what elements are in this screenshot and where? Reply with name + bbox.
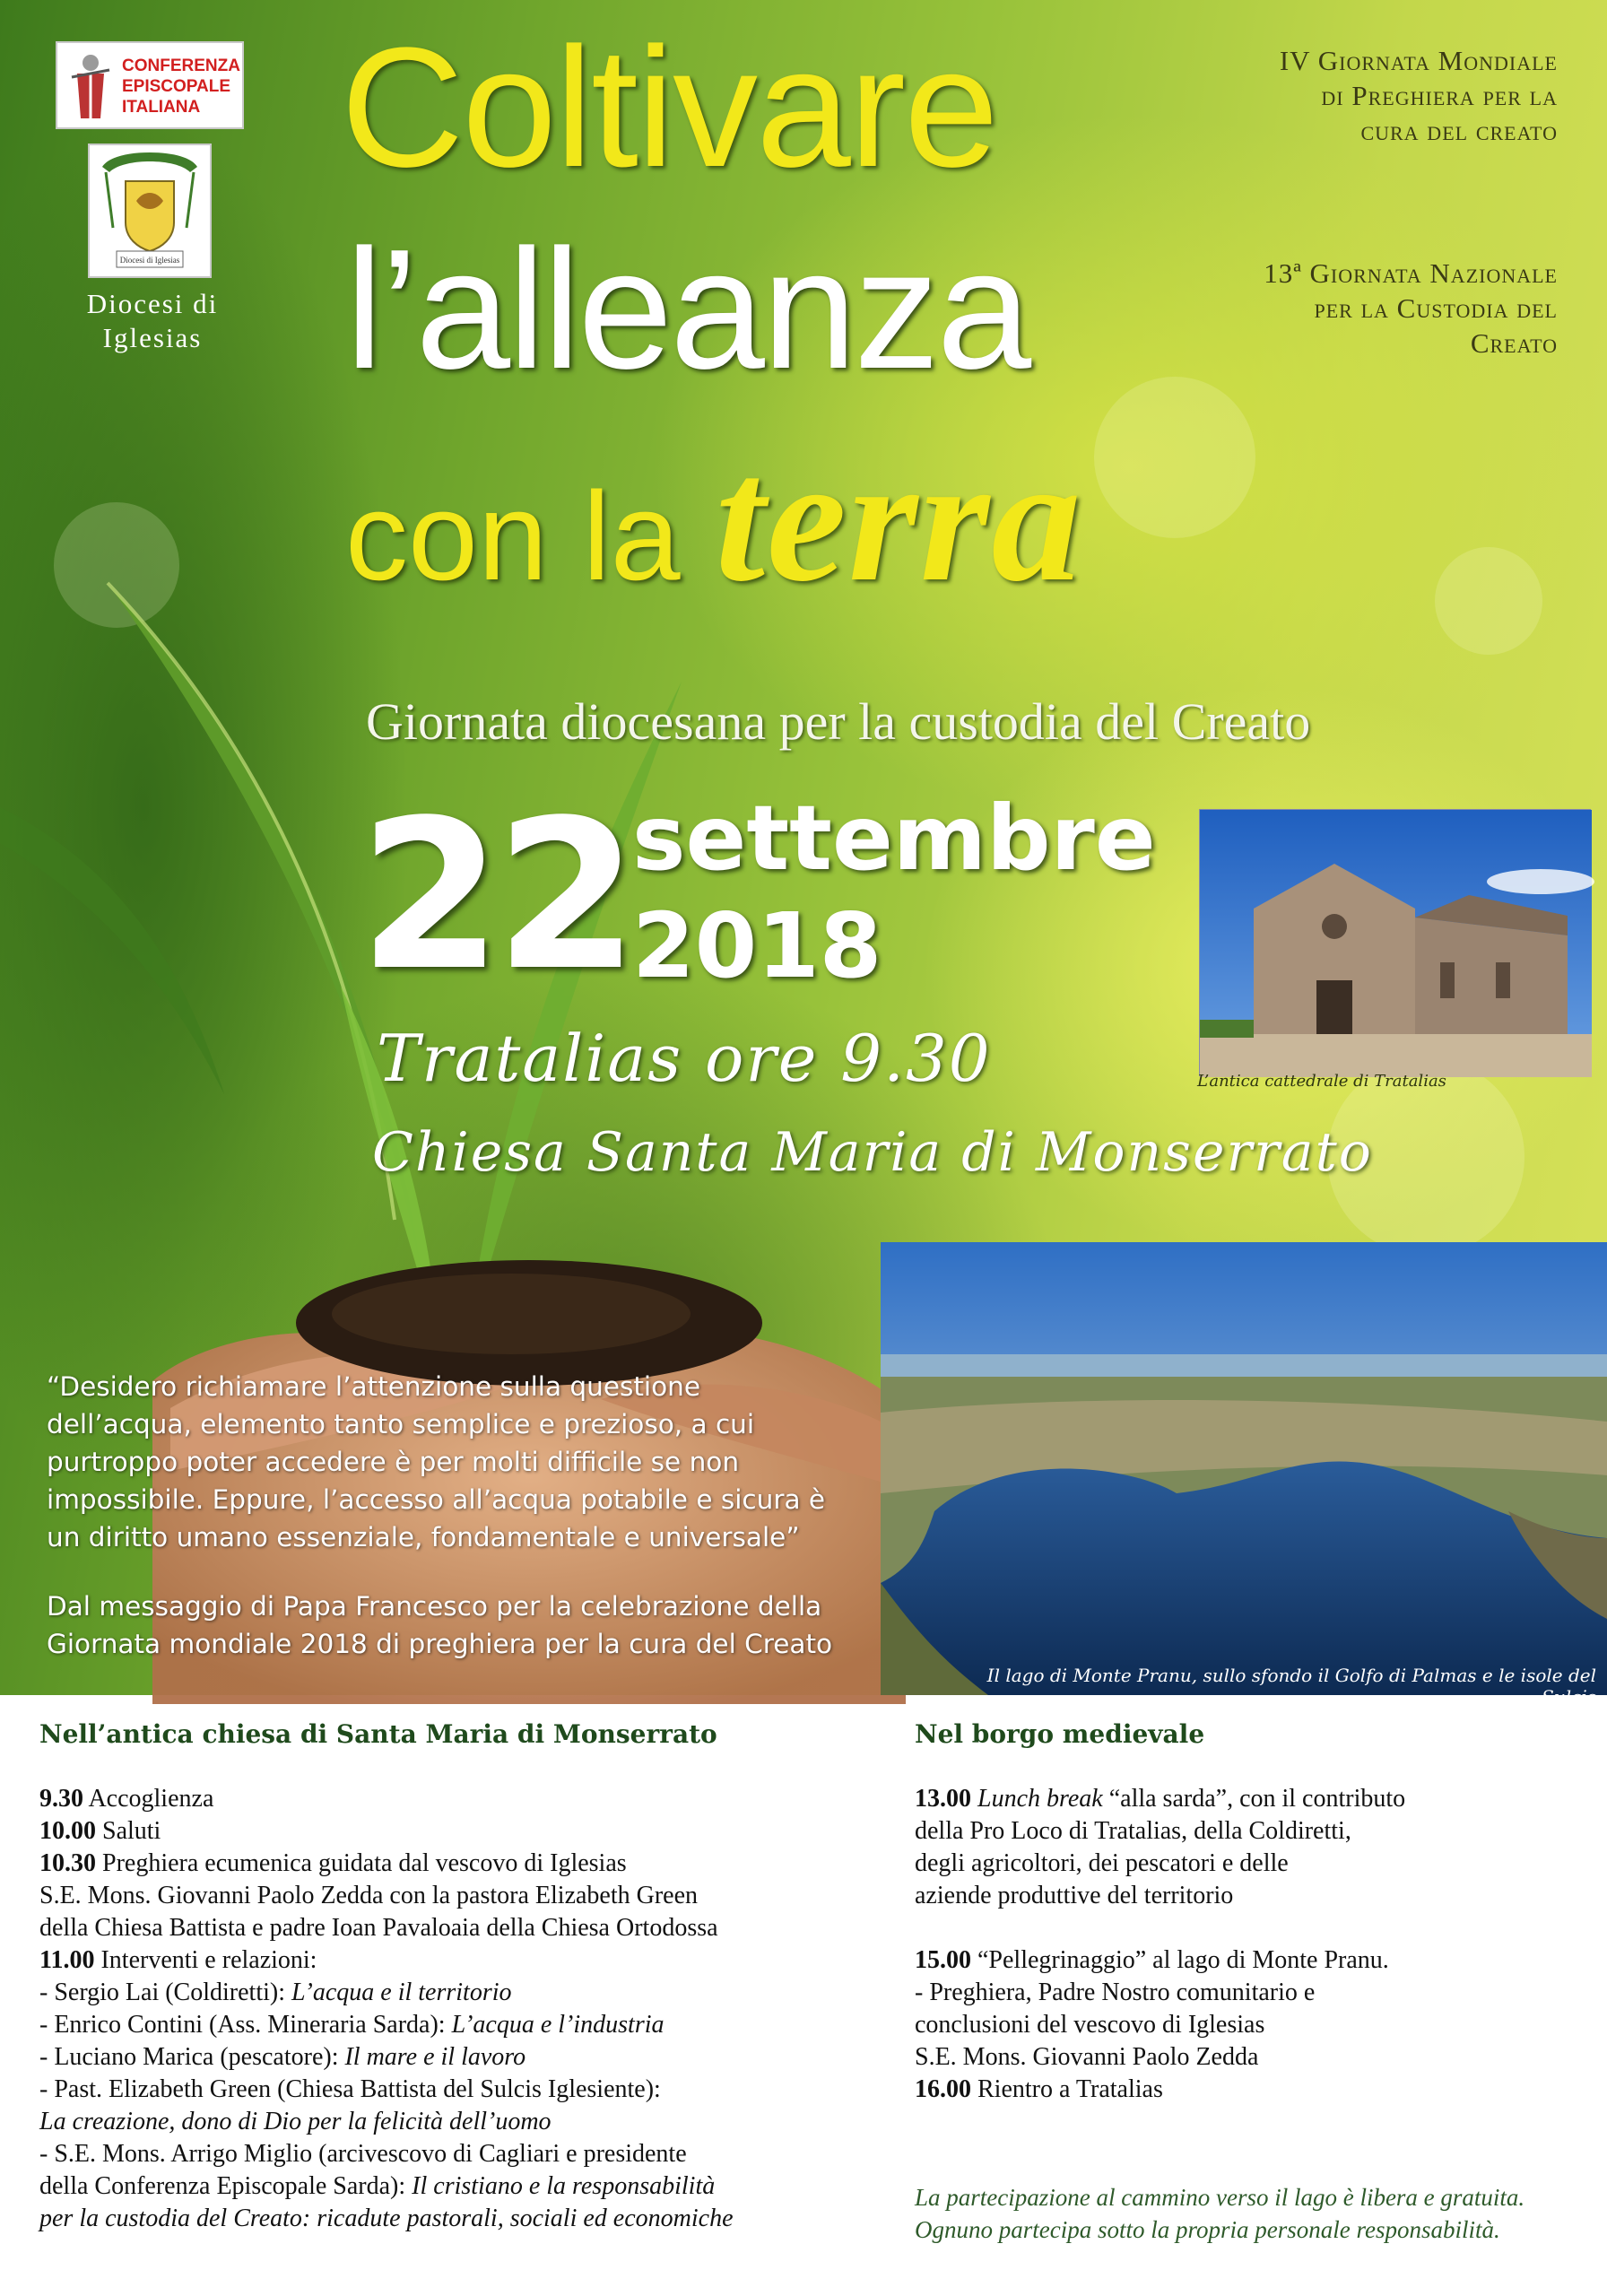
national-day-note: 13ª Giornata Nazionale per la Custodia del Creato (1264, 257, 1558, 359)
pilgrimage-line: - Preghiera, Padre Nostro comunitario e (915, 1979, 1316, 2006)
speaker-topic: L’acqua e il territorio (291, 1979, 512, 2006)
diocese-label: Diocesi di Iglesias (86, 288, 219, 353)
subtitle: Giornata diocesana per la custodia del Creato (366, 692, 1311, 751)
participation-note-line: Ognuno partecipa sotto la propria personale responsabilità. (915, 2216, 1500, 2243)
coat-of-arms-banner-text: Diocesi di Iglesias (119, 256, 180, 265)
spacer (915, 1912, 1583, 1944)
return-text: Rientro a Tratalias (971, 2075, 1163, 2103)
program-item-time: 11.00 (39, 1946, 95, 1974)
title-line-3 (345, 421, 1083, 619)
speaker-line (39, 2203, 882, 2235)
speaker-name: - Sergio Lai (Coldiretti): (39, 1979, 291, 2006)
cei-logo (56, 41, 244, 129)
pilgrimage-line: conclusioni del vescovo di Iglesias (915, 2011, 1265, 2039)
program-item (39, 1848, 882, 1880)
lake-image (881, 1242, 1607, 1695)
speaker-name: - Enrico Contini (Ass. Mineraria Sarda): (39, 2011, 452, 2039)
event-day: 22 (359, 777, 632, 1016)
speaker-line (39, 2138, 882, 2170)
pilgrimage-line (915, 1944, 1583, 1977)
program-right-column (915, 1695, 1583, 2106)
speaker-name: - S.E. Mons. Arrigo Miglio (arcivescovo di Cagliari e presidente (39, 2140, 687, 2168)
speaker-line (39, 2170, 882, 2203)
program-right-heading: Nel borgo medievale (915, 1719, 1205, 1749)
pilgrimage-time: 15.00 (915, 1946, 971, 1974)
program-left-heading: Nell’antica chiesa di Santa Maria di Monserrato (39, 1719, 717, 1749)
event-church: Chiesa Santa Maria di Monserrato (372, 1121, 1373, 1184)
speaker-topic: L’acqua e l’industria (451, 2011, 665, 2039)
program-left-column (39, 1695, 882, 2235)
event-year: 2018 (632, 893, 882, 998)
lunch-emphasis: Lunch break (977, 1785, 1103, 1813)
program-item-text: Interventi e relazioni: (94, 1946, 317, 1974)
title-line-3-prefix: con la (345, 465, 716, 606)
speaker-name: della Conferenza Episcopale Sarda): (39, 2172, 413, 2200)
program-item-text: Saluti (96, 1817, 161, 1845)
speaker-topic: Il mare e il lavoro (344, 2043, 526, 2071)
program-item (39, 1815, 882, 1848)
diocese-coat-of-arms (88, 144, 212, 278)
speaker-line (39, 2106, 882, 2138)
coat-of-arms-icon (90, 145, 210, 276)
event-place-time: Tratalias ore 9.30 (377, 1021, 992, 1096)
program-item (39, 1944, 882, 1977)
bokeh-light (1094, 377, 1255, 538)
program-item-time: 10.00 (39, 1817, 96, 1845)
bokeh-light (1435, 547, 1542, 655)
pilgrimage-line: S.E. Mons. Giovanni Paolo Zedda (915, 2043, 1259, 2071)
program-item (39, 1880, 882, 1912)
program-item-text: S.E. Mons. Giovanni Paolo Zedda con la pastora Elizabeth Green (39, 1882, 699, 1909)
speaker-line (39, 2041, 882, 2074)
cathedral-photo (1199, 809, 1591, 1076)
speaker-line (39, 2009, 882, 2041)
speaker-line (39, 2074, 882, 2106)
world-day-note: IV Giornata Mondiale di Preghiera per la cura del creato (1279, 45, 1558, 146)
title-line-1: Coltivare (341, 13, 997, 203)
speaker-name: - Luciano Marica (pescatore): (39, 2043, 345, 2071)
return-line (915, 2074, 1583, 2106)
event-month: settembre (632, 786, 1156, 891)
cei-logo-text: CONFERENZA EPISCOPALE ITALIANA (122, 57, 240, 117)
program-item-time: 9.30 (39, 1785, 83, 1813)
lake-photo (881, 1242, 1607, 1695)
program-item-text: Preghiera ecumenica guidata dal vescovo di Iglesias (96, 1849, 627, 1877)
pilgrimage-text: “Pellegrinaggio” al lago di Monte Pranu. (971, 1946, 1389, 1974)
program-item-text: della Chiesa Battista e padre Ioan Pavaloaia della Chiesa Ortodossa (39, 1914, 718, 1942)
program-item (39, 1783, 882, 1815)
lunch-line (915, 1783, 1583, 1815)
lunch-line: della Pro Loco di Tratalias, della Coldiretti, (915, 1817, 1351, 1845)
return-time: 16.00 (915, 2075, 971, 2103)
speaker-name: - Past. Elizabeth Green (Chiesa Battista del Sulcis Iglesiente): (39, 2075, 661, 2103)
speaker-topic: La creazione, dono di Dio per la felicità dell’uomo (39, 2108, 552, 2135)
program-item (39, 1912, 882, 1944)
lunch-text: “alla sarda”, con il contributo (1102, 1785, 1406, 1813)
pope-quote: “Desidero richiamare l’attenzione sulla questione dell’acqua, elemento tanto semplice e prezioso, a cui purtroppo poter accedere è per molti difficile se non impossibile. Eppure, l’accesso all’acqua potabile e sicura è un diritto umano essenziale, fondamentale e universale” (47, 1371, 826, 1552)
participation-note (915, 2181, 1587, 2246)
title-line-2: l’alleanza (345, 214, 1029, 404)
cei-emblem-icon (66, 50, 115, 122)
speaker-line (39, 1977, 882, 2009)
speaker-topic: per la custodia del Creato: ricadute pastorali, sociali ed economiche (39, 2205, 734, 2232)
speaker-topic: Il cristiano e la responsabilità (412, 2172, 716, 2200)
lunch-line: aziende produttive del territorio (915, 1882, 1234, 1909)
participation-note-line: La partecipazione al cammino verso il lago è libera e gratuita. (915, 2184, 1525, 2211)
lunch-time: 13.00 (915, 1785, 971, 1813)
title-line-3-emphasis: terra (715, 421, 1083, 619)
pope-quote-source: Dal messaggio di Papa Francesco per la celebrazione della Giornata mondiale 2018 di preghiera per la cura del Creato (47, 1591, 833, 1659)
program-item-time: 10.30 (39, 1849, 96, 1877)
lunch-line: degli agricoltori, dei pescatori e delle (915, 1849, 1289, 1877)
program-item-text: Accoglienza (83, 1785, 214, 1813)
cathedral-image (1200, 810, 1592, 1077)
lake-caption: Il lago di Monte Pranu, sullo sfondo il Golfo di Palmas e le isole del Sulcis (986, 1665, 1596, 1708)
cathedral-caption: L’antica cattedrale di Tratalias (1197, 1072, 1446, 1091)
